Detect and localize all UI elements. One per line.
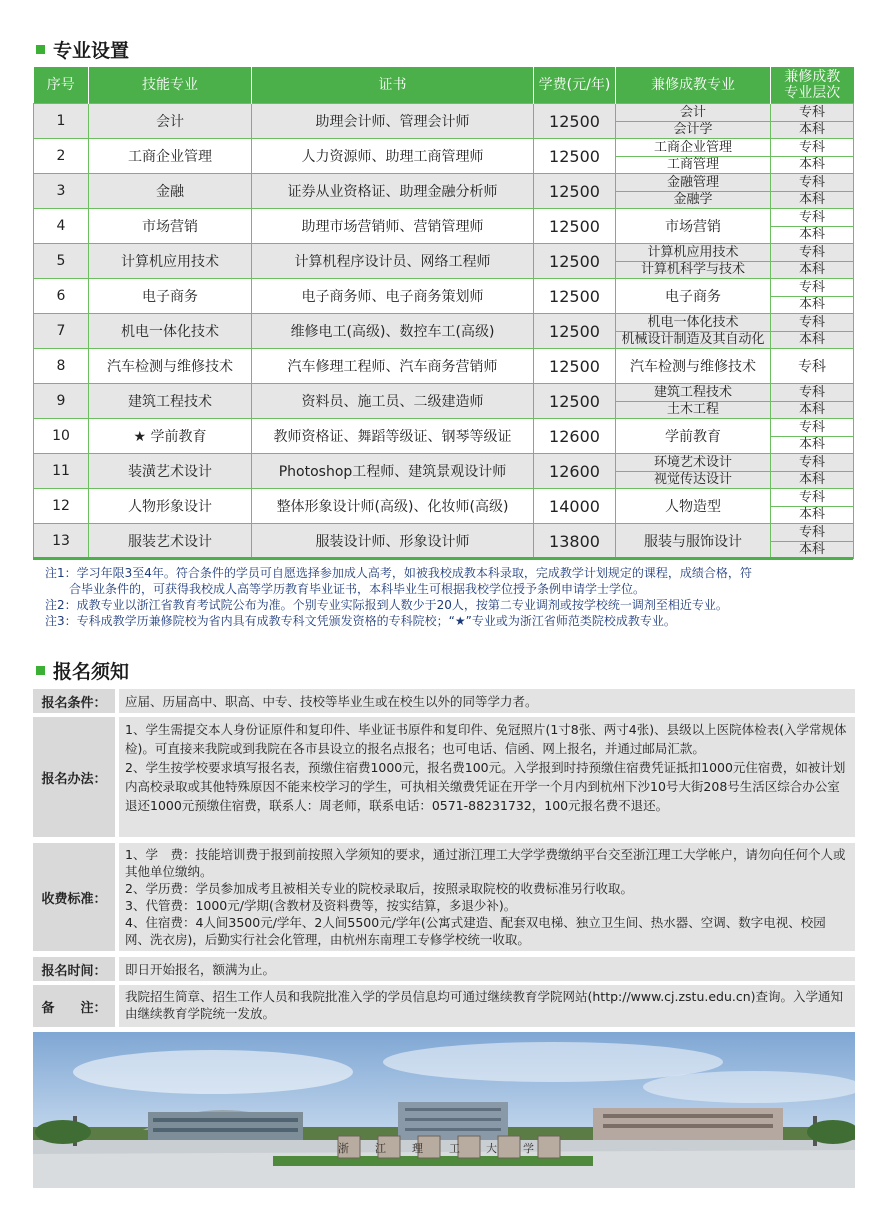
cell-level <box>771 489 854 524</box>
cell-level-stack <box>771 244 853 278</box>
cell-level-line: 本科 <box>798 402 825 418</box>
cell-cert: 服装设计师、形象设计师 <box>252 524 534 559</box>
cell-adult-stack <box>616 384 770 418</box>
cell-no: 12 <box>34 489 89 524</box>
table-notes <box>45 565 855 629</box>
header-no: 序号 <box>34 67 89 104</box>
cell-level-stack <box>771 209 853 243</box>
cell-adult-line: 机电一体化技术 <box>616 314 770 332</box>
cell-fee: 12500 <box>534 209 616 244</box>
cell-level <box>771 174 854 209</box>
cell-cert: Photoshop工程师、建筑景观设计师 <box>252 454 534 489</box>
reg-row-condition <box>33 689 855 713</box>
cell-cert: 汽车修理工程师、汽车商务营销师 <box>252 349 534 384</box>
cell-fee: 12500 <box>534 279 616 314</box>
cell-level-line: 本科 <box>798 192 825 208</box>
reg-label: 报名时间： <box>33 957 115 981</box>
cell-level-stack <box>771 419 853 453</box>
table-bottom-rule <box>33 557 853 560</box>
cell-fee: 12600 <box>534 419 616 454</box>
cell-level-line: 专科 <box>771 244 853 262</box>
cell-major: 服装艺术设计 <box>89 524 252 559</box>
cell-level <box>771 454 854 489</box>
section-title-majors <box>36 36 129 63</box>
cell-fee: 12500 <box>534 349 616 384</box>
cell-fee: 12500 <box>534 104 616 139</box>
cell-cert: 助理会计师、管理会计师 <box>252 104 534 139</box>
cell-adult: 学前教育 <box>616 419 771 454</box>
cell-level <box>771 279 854 314</box>
cell-level-line: 本科 <box>798 227 825 243</box>
header-adult-level <box>771 67 854 104</box>
cell-level <box>771 419 854 454</box>
cell-level-line: 专科 <box>771 454 853 472</box>
cell-level-line: 专科 <box>771 279 853 297</box>
fee-item-3: 3、代管费：1000元/学期(含教材及资料费等，按实结算，多退少补)。 <box>125 898 517 913</box>
reg-value: 应届、历届高中、职高、中专、技校等毕业生或在校生以外的同等学力者。 <box>119 689 855 713</box>
cell-level-line: 本科 <box>798 542 825 558</box>
cell-level-line: 专科 <box>771 384 853 402</box>
cell-cert: 维修电工(高级)、数控车工(高级) <box>252 314 534 349</box>
cell-adult <box>616 244 771 279</box>
cell-adult-line: 会计学 <box>673 122 713 138</box>
cell-no: 11 <box>34 454 89 489</box>
cell-no: 3 <box>34 174 89 209</box>
cell-cert: 人力资源师、助理工商管理师 <box>252 139 534 174</box>
cell-major: 工商企业管理 <box>89 139 252 174</box>
table-header-row <box>34 67 854 104</box>
cell-cert: 电子商务师、电子商务策划师 <box>252 279 534 314</box>
table-row <box>34 384 854 419</box>
cell-level-stack <box>771 104 853 138</box>
table-row <box>34 279 854 314</box>
cell-no: 10 <box>34 419 89 454</box>
cell-level-line: 本科 <box>798 507 825 523</box>
reg-row-method <box>33 717 855 837</box>
cell-fee: 12500 <box>534 314 616 349</box>
header-major: 技能专业 <box>89 67 252 104</box>
campus-illustration <box>33 1032 855 1188</box>
majors-table <box>33 67 854 559</box>
cell-adult-line: 计算机应用技术 <box>616 244 770 262</box>
cell-level-line: 专科 <box>771 209 853 227</box>
fee-item-1: 1、学 费：技能培训费于报到前按照入学须知的要求，通过浙江理工大学学费缴纳平台交至浙江理工大学帐户，请勿向任何个人或其他单位缴纳。 <box>125 847 846 879</box>
cell-adult-stack <box>616 314 770 348</box>
cell-fee: 12500 <box>534 244 616 279</box>
cell-level-line: 专科 <box>771 524 853 542</box>
table-row <box>34 139 854 174</box>
cell-adult <box>616 384 771 419</box>
cell-cert: 证券从业资格证、助理金融分析师 <box>252 174 534 209</box>
cell-fee: 13800 <box>534 524 616 559</box>
cell-adult: 人物造型 <box>616 489 771 524</box>
cell-level-line: 本科 <box>798 472 825 488</box>
cell-adult-stack <box>616 174 770 208</box>
cell-major: 建筑工程技术 <box>89 384 252 419</box>
gate-sign: 浙江理工大学 <box>338 1142 560 1155</box>
header-adult-level-text: 兼修成教专业层次 <box>784 69 841 101</box>
header-cert: 证书 <box>252 67 534 104</box>
cell-adult-line: 视觉传达设计 <box>653 472 732 488</box>
reg-row-remark <box>33 985 855 1027</box>
cell-major: 机电一体化技术 <box>89 314 252 349</box>
cell-level-line: 本科 <box>798 297 825 313</box>
cell-adult-stack <box>616 244 770 278</box>
cell-no: 13 <box>34 524 89 559</box>
reg-value: 我院招生简章、招生工作人员和我院批准入学的学员信息均可通过继续教育学院网站(http://www.cj.zstu.edu.cn)查询。入学通知由继续教育学院统一发放。 <box>119 985 855 1027</box>
table-row <box>34 489 854 524</box>
cell-level-line: 本科 <box>798 122 825 138</box>
cell-level-stack <box>771 384 853 418</box>
green-square-icon <box>36 45 45 54</box>
reg-row-fees <box>33 843 855 951</box>
cell-no: 4 <box>34 209 89 244</box>
cell-level-line: 专科 <box>771 104 853 122</box>
table-row <box>34 209 854 244</box>
cell-fee: 12500 <box>534 139 616 174</box>
cell-adult-stack <box>616 454 770 488</box>
cell-level <box>771 139 854 174</box>
cell-adult-line: 会计 <box>616 104 770 122</box>
cell-no: 1 <box>34 104 89 139</box>
cell-level-line: 本科 <box>798 437 825 453</box>
cell-adult-line: 金融管理 <box>616 174 770 192</box>
cell-adult: 服装与服饰设计 <box>616 524 771 559</box>
table-row <box>34 454 854 489</box>
cell-level-stack <box>771 174 853 208</box>
note-3: 注3：专科成教学历兼修院校为省内具有成教专科文凭颁发资格的专科院校；“★”专业或为浙江省师范类院校成教专业。 <box>45 614 676 628</box>
cell-level <box>771 314 854 349</box>
cell-no: 5 <box>34 244 89 279</box>
cell-adult-line: 工商管理 <box>666 157 719 173</box>
cell-adult-line: 机械设计制造及其自动化 <box>621 332 765 348</box>
cell-no: 6 <box>34 279 89 314</box>
reg-value <box>119 843 855 951</box>
note-2: 注2：成教专业以浙江省教育考试院公布为准。个别专业实际报到人数少于20人，按第二专业调剂或按学校统一调剂至相近专业。 <box>45 598 728 612</box>
cell-level <box>771 384 854 419</box>
cell-level-line: 专科 <box>771 139 853 157</box>
reg-value: 即日开始报名，额满为止。 <box>119 957 855 981</box>
cell-adult: 电子商务 <box>616 279 771 314</box>
cell-fee: 12500 <box>534 174 616 209</box>
reg-label: 报名办法： <box>33 717 115 837</box>
cell-major: 汽车检测与维修技术 <box>89 349 252 384</box>
note-1-cont: 合毕业条件的，可获得我校成人高等学历教育毕业证书，本科毕业生可根据我校学位授予条例申请学士学位。 <box>69 582 646 596</box>
cell-adult-line: 金融学 <box>673 192 713 208</box>
cell-level-line: 本科 <box>798 157 825 173</box>
method-item-2: 2、学生按学校要求填写报名表，预缴住宿费1000元，报名费100元。入学报到时持预缴住宿费凭证抵扣1000元住宿费，如被计划内高校录取或其他特殊原因不能来校学习的学生，可执相关缴费凭证在开学一个月内到杭州下沙10号大街208号生活区综合办公室退还1000元预缴住宿费，联系人：周老师，联系电话：0571-88231732，100元报名费不退还。 <box>125 760 846 813</box>
cell-adult: 汽车检测与维修技术 <box>616 349 771 384</box>
cell-cert: 助理市场营销师、营销管理师 <box>252 209 534 244</box>
reg-label: 报名条件： <box>33 689 115 713</box>
section-title-text: 专业设置 <box>53 40 130 62</box>
cell-level-line: 专科 <box>771 314 853 332</box>
cell-major: 电子商务 <box>89 279 252 314</box>
cell-major: 金融 <box>89 174 252 209</box>
cell-adult-line: 建筑工程技术 <box>616 384 770 402</box>
cell-major: 计算机应用技术 <box>89 244 252 279</box>
fee-item-2: 2、学历费：学员参加成考且被相关专业的院校录取后，按照录取院校的收费标准另行收取。 <box>125 881 633 896</box>
cell-level-stack <box>771 454 853 488</box>
cell-no: 8 <box>34 349 89 384</box>
cell-level-stack <box>771 139 853 173</box>
cell-no: 2 <box>34 139 89 174</box>
cell-adult <box>616 104 771 139</box>
cell-adult-stack <box>616 139 770 173</box>
table-row <box>34 174 854 209</box>
header-adult-major: 兼修成教专业 <box>616 67 771 104</box>
table-row <box>34 349 854 384</box>
cell-adult-line: 工商企业管理 <box>616 139 770 157</box>
cell-level-line: 本科 <box>798 262 825 278</box>
reg-row-time <box>33 957 855 981</box>
cell-level <box>771 244 854 279</box>
cell-cert: 教师资格证、舞蹈等级证、钢琴等级证 <box>252 419 534 454</box>
cell-level-stack <box>771 524 853 558</box>
cell-adult-line: 土木工程 <box>666 402 719 418</box>
reg-label: 备 注： <box>33 985 115 1027</box>
cell-adult: 市场营销 <box>616 209 771 244</box>
cell-level <box>771 209 854 244</box>
cell-major: 会计 <box>89 104 252 139</box>
cell-adult-line: 计算机科学与技术 <box>640 262 745 278</box>
cell-level-stack <box>771 489 853 523</box>
cell-fee: 14000 <box>534 489 616 524</box>
reg-label: 收费标准： <box>33 843 115 951</box>
cell-level-stack <box>771 279 853 313</box>
cell-cert: 计算机程序设计员、网络工程师 <box>252 244 534 279</box>
cell-adult-stack <box>616 104 770 138</box>
section-title-text: 报名须知 <box>53 661 130 683</box>
cell-level-line: 本科 <box>798 332 825 348</box>
cell-level-line: 专科 <box>771 489 853 507</box>
cell-adult <box>616 454 771 489</box>
table-row <box>34 104 854 139</box>
cell-adult <box>616 314 771 349</box>
cell-major: 市场营销 <box>89 209 252 244</box>
section-title-registration <box>36 657 129 684</box>
cell-level: 专科 <box>771 349 854 384</box>
campus-photo <box>33 1032 855 1188</box>
cell-major: 装潢艺术设计 <box>89 454 252 489</box>
cell-cert: 整体形象设计师(高级)、化妆师(高级) <box>252 489 534 524</box>
cell-major: ★ 学前教育 <box>89 419 252 454</box>
cell-adult <box>616 174 771 209</box>
header-fee: 学费(元/年) <box>534 67 616 104</box>
reg-value <box>119 717 855 837</box>
cell-fee: 12600 <box>534 454 616 489</box>
cell-adult <box>616 139 771 174</box>
cell-cert: 资料员、施工员、二级建造师 <box>252 384 534 419</box>
cell-level <box>771 524 854 559</box>
cell-fee: 12500 <box>534 384 616 419</box>
table-row <box>34 314 854 349</box>
cell-level-line: 专科 <box>771 419 853 437</box>
table-row <box>34 419 854 454</box>
table-row <box>34 524 854 559</box>
cell-adult-line: 环境艺术设计 <box>616 454 770 472</box>
cell-major: 人物形象设计 <box>89 489 252 524</box>
fee-item-4: 4、住宿费：4人间3500元/学年、2人间5500元/学年(公寓式建造、配套双电梯、独立卫生间、热水器、空调、数字电视、校园网、洗衣房)，后勤实行社会化管理，由杭州东南理工专修学校统一收取。 <box>125 915 826 947</box>
cell-no: 7 <box>34 314 89 349</box>
cell-level-line: 专科 <box>771 174 853 192</box>
note-1: 注1：学习年限3至4年。符合条件的学员可自愿选择参加成人高考，如被我校成教本科录取，完成教学计划规定的课程，成绩合格，符 <box>45 566 752 580</box>
cell-no: 9 <box>34 384 89 419</box>
green-square-icon <box>36 666 45 675</box>
table-row <box>34 244 854 279</box>
cell-level <box>771 104 854 139</box>
method-item-1: 1、学生需提交本人身份证原件和复印件、毕业证书原件和复印件、免冠照片(1寸8张、两寸4张)、县级以上医院体检表(入学常规体检)。可直接来我院或到我院在各市县设立的报名点报名；也可电话、信函、网上报名，并通过邮局汇款。 <box>125 722 847 756</box>
cell-level-stack <box>771 314 853 348</box>
